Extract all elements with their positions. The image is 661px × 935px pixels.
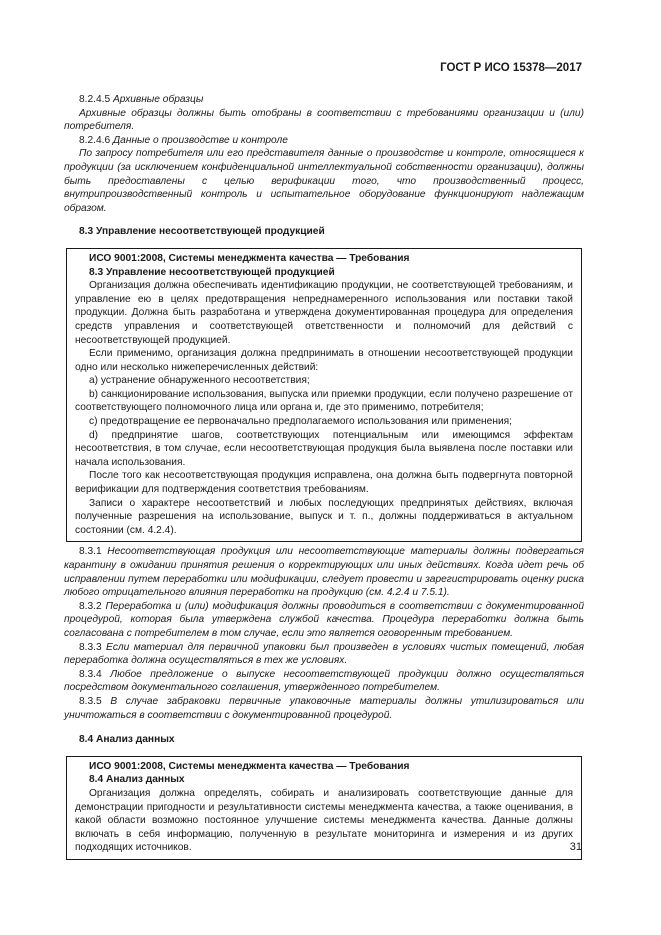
clause-text: В случае забраковки первичные упаковочные материалы должны утилизироваться или уничтожаться в соответствии с документированной процедурой. (64, 695, 584, 721)
box-subtitle: 8.3 Управление несоответствующей продукцией (89, 266, 335, 278)
clause-8-2-4-6-heading (64, 134, 584, 148)
clause-number: 8.2.4.5 (79, 94, 111, 105)
clause-number: 8.2.4.6 (79, 134, 111, 146)
box-list-item-c: c) предотвращение ее первоначально предполагаемого использования или применения; (89, 416, 512, 428)
clause-8-3-items (64, 545, 584, 722)
clause-text: Любое предложение о выпуске несоответствующей продукции должно осуществляться посредством документального соглашения, утвержденного потребителем. (64, 668, 584, 694)
clause-item (64, 600, 584, 641)
box-title: ИСО 9001:2008, Системы менеджмента качества — Требования (89, 760, 410, 772)
box-paragraph: Если применимо, организация должна предпринимать в отношении несоответствующей продукции одно или несколько нижеперечисленных действий: (75, 348, 573, 373)
clause-number: 8.3.3 (79, 641, 102, 653)
page-content (64, 93, 584, 860)
iso-quote-box-8-3 (66, 248, 582, 542)
clause-8-2-4-6-text: По запросу потребителя или его представителя данные о производстве и контроле, относящиеся к продукции (за исключением конфиденциальной интеллектуальной собственности организации), должны быть предоставлены с целью верификации того, что производственный процесс, внутрипроизводственный контроль и испытательное оборудование функционируют надлежащим образом. (64, 148, 584, 214)
box-paragraph: После того как несоответствующая продукция исправлена, она должна быть подвергнута повторной верификации для подтверждения соответствия требованиям. (75, 470, 573, 496)
page-number: 31 (569, 841, 582, 853)
box-paragraph: Организация должна определять, собирать и анализировать соответствующие данные для демонстрации пригодности и результативности системы менеджмента качества, а также оценивания, в какой области возможно постоянное улучшение системы менеджмента качества. Данные должны включать в себя информацию, полученную в результате мониторинга и измерения и из других подходящих источников. (75, 787, 573, 854)
box-subtitle: 8.4 Анализ данных (89, 774, 185, 786)
box-title: ИСО 9001:2008, Системы менеджмента качества — Требования (89, 252, 410, 264)
clause-text: Переработка и (или) модификация должны проводиться в соответствии с документированной процедурой, которая была утверждена службой качества. Процедура переработки должна быть согласована с потребителем в том случае, если это является оговоренным требованием. (64, 600, 584, 639)
clause-number: 8.3.2 (79, 600, 102, 612)
clause-item (64, 641, 584, 668)
box-list-item-a: a) устранение обнаруженного несоответствия; (89, 375, 310, 387)
clause-item (64, 545, 584, 599)
section-8-3-heading: 8.3 Управление несоответствующей продукцией (79, 226, 325, 238)
clause-title: Архивные образцы (113, 94, 204, 105)
clause-number: 8.3.5 (79, 695, 102, 707)
box-paragraph: Организация должна обеспечивать идентификацию продукции, не соответствующей требованиям, и управление ею в целях предотвращения непреднамеренного использования или поставки такой продукции. Должна быть разработана и утверждена документированная процедура для определения средств управления и соответствующей ответственности и полномочий для действий с несоответствующей продукцией. (75, 280, 573, 346)
clause-number: 8.3.4 (79, 668, 102, 680)
box-list-item-d: d) предпринятие шагов, соответствующих потенциальным или имеющимся эффектам несоответствия, в том случае, если несоответствующая продукция была выявлена после поставки или начала использования. (75, 429, 573, 468)
clause-item (64, 695, 584, 722)
clause-text: Несоответствующая продукция или несоответствующие материалы должны подвергаться карантину в ожидании принятия решения о корректирующих или иных действиях. Когда идет речь об исправлении путем переработки или модификации, следует провести и зарегистрировать оценку риска любого отрицательного влияния переработки на продукцию (см. 4.2.4 и 7.5.1). (64, 546, 584, 599)
box-paragraph: Записи о характере несоответствий и любых последующих предпринятых действиях, включая полученные разрешения на использование, выпуск и т. п., должны поддерживаться в актуальном состоянии (см. 4.2.4). (75, 497, 573, 536)
standard-header: ГОСТ Р ИСО 15378—2017 (440, 62, 582, 74)
clause-8-2-4-5-text: Архивные образцы должны быть отобраны в соответствии с требованиями организации и (или) потребителя. (64, 107, 584, 133)
iso-quote-box-8-4 (66, 756, 582, 860)
clause-number: 8.3.1 (79, 546, 102, 558)
box-list-item-b: b) санкционирование использования, выпуска или приемки продукции, если получено разрешение от соответствующего полномочного лица или органа и, где это применимо, потребителя; (75, 388, 573, 414)
clause-text: Если материал для первичной упаковки был произведен в условиях чистых помещений, любая переработка должна осуществляться в тех же условиях. (64, 641, 584, 667)
clause-title: Данные о производстве и контроле (113, 134, 288, 146)
clause-8-2-4-5-heading (64, 93, 584, 107)
section-8-4-heading: 8.4 Анализ данных (79, 734, 175, 746)
clause-item (64, 668, 584, 695)
